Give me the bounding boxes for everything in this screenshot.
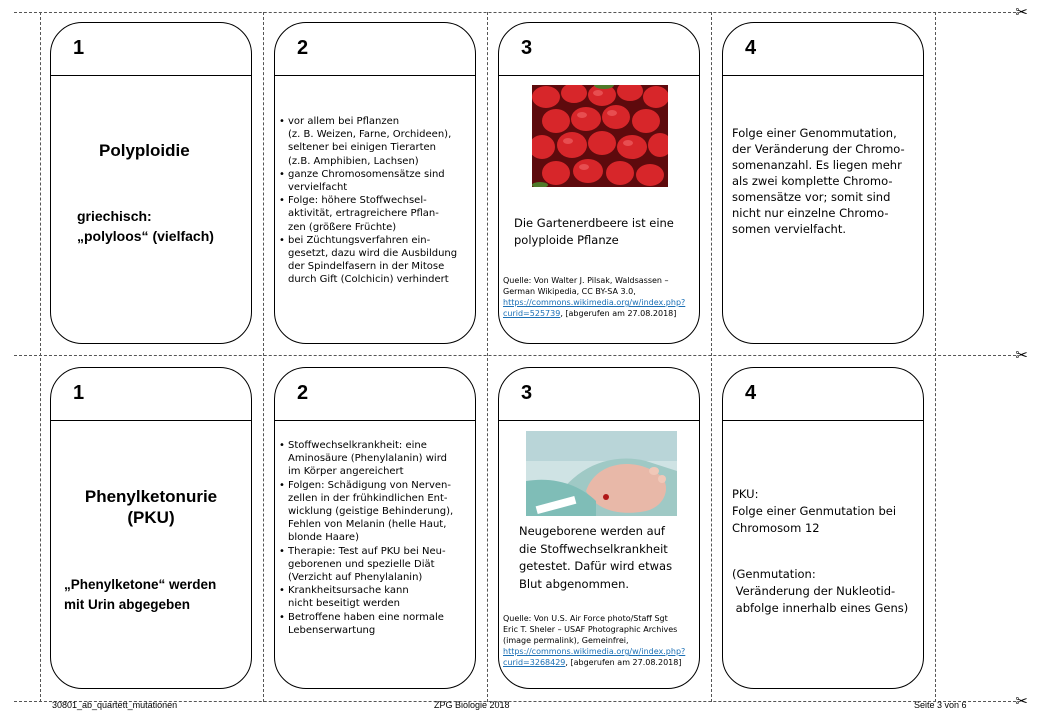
card-line: mit Urin abgegeben (64, 597, 191, 612)
source-link[interactable]: https://commons.wikimedia.org/w/index.php? curid=3268429 (503, 647, 686, 667)
newborn-heel-blood-test-photo (526, 431, 677, 516)
card-title: Polyploidie (99, 141, 190, 160)
image-source (503, 613, 685, 668)
card-polyploidie-2 (274, 22, 476, 344)
card-polyploidie-4 (722, 22, 924, 344)
card-line: griechisch: (77, 208, 152, 224)
card-number: 4 (745, 37, 757, 59)
scissors-icon: ✂ (1015, 3, 1028, 21)
scissors-icon: ✂ (1015, 692, 1028, 710)
card-text: Folge einer Genommutation, der Veränderung der Chromo- somenanzahl. Es liegen mehr als zwei komplette Chromo- somensätze vor; somit sind nicht nur einzelne Chromo- somen vervielfacht. (732, 126, 905, 236)
card-divider (499, 420, 699, 421)
image-caption: Die Gartenerdbeere ist eine polyploide Pflanze (514, 216, 674, 247)
footer-course: ZPG Biologie 2018 (434, 700, 510, 710)
bullet-item: • Krankheitsursache kann nicht beseitigt werden (279, 584, 453, 610)
card-number: 2 (297, 382, 309, 404)
bullet-list (279, 115, 457, 287)
cut-line-vertical (935, 12, 936, 702)
card-divider (275, 420, 475, 421)
card-divider (51, 420, 251, 421)
card-divider (723, 420, 923, 421)
cut-line-top (14, 12, 1016, 13)
card-divider (499, 75, 699, 76)
image-source (503, 275, 685, 319)
strawberries-photo (532, 85, 668, 187)
card-text: PKU: Folge einer Genmutation bei Chromosom 12 (732, 487, 897, 535)
card-pku-3 (498, 367, 700, 689)
card-pku-2 (274, 367, 476, 689)
cut-line-vertical (711, 12, 712, 702)
card-polyploidie-1 (50, 22, 252, 344)
bullet-item: • Betroffene haben eine normale Lebenserwartung (279, 611, 453, 637)
source-date: , [abgerufen am 27.08.2018] (565, 658, 682, 667)
bullet-list-container (275, 115, 475, 315)
bullet-item: • Folgen: Schädigung von Nerven- zellen in der frühkindlichen Ent- wicklung (geistige Behinderung), Fehlen von Melanin (helle Haut, blonde Haare) (279, 479, 453, 545)
bullet-item: • Stoffwechselkrankheit: eine Aminosäure (Phenylalanin) wird im Körper angereichert (279, 439, 453, 479)
cut-line-middle (14, 355, 1016, 356)
source-link[interactable]: https://commons.wikimedia.org/w/index.php? curid=525739 (503, 298, 686, 318)
card-number: 4 (745, 382, 757, 404)
card-divider (723, 75, 923, 76)
footer-page-number: Seite 3 von 6 (914, 700, 967, 710)
cut-line-vertical (487, 12, 488, 702)
bullet-item: • Folge: höhere Stoffwechsel- aktivität, ertragreichere Pflan- zen (größere Früchte) (279, 194, 457, 234)
bullet-item: • vor allem bei Pflanzen (z. B. Weizen, Farne, Orchideen), seltener bei einigen Tierarten (z.B. Amphibien, Lachsen) (279, 115, 457, 168)
source-text: Quelle: Von U.S. Air Force photo/Staff Sgt Eric T. Sheler – USAF Photographic Archives (image permalink), Gemeinfrei, (503, 614, 678, 645)
card-line: „polyloos“ (vielfach) (77, 228, 214, 244)
cut-line-vertical (263, 12, 264, 702)
bullet-item: • bei Züchtungsverfahren ein- gesetzt, dazu wird die Ausbildung der Spindelfasern in der Mitose durch Gift (Colchicin) verhindert (279, 234, 457, 287)
card-title: Phenylketonurie (PKU) (84, 487, 218, 527)
card-number: 1 (73, 382, 85, 404)
bullet-list-container (275, 439, 475, 669)
cut-line-vertical (40, 12, 41, 702)
bullet-list (279, 439, 453, 637)
card-divider (275, 75, 475, 76)
source-date: , [abgerufen am 27.08.2018] (560, 309, 677, 318)
card-number: 3 (521, 382, 533, 404)
footer-filename: 30801_ab_quartett_mutationen (52, 700, 178, 710)
source-text: Quelle: Von Walter J. Pilsak, Waldsassen – German Wikipedia, CC BY-SA 3.0, (503, 276, 669, 296)
bullet-item: • Therapie: Test auf PKU bei Neu- geborenen und spezielle Diät (Verzicht auf Phenylalanin) (279, 545, 453, 585)
image-caption: Neugeborene werden auf die Stoffwechselkrankheit getestet. Dafür wird etwas Blut abgenommen. (519, 524, 673, 591)
bullet-item: • ganze Chromosomensätze sind vervielfacht (279, 168, 457, 194)
card-divider (51, 75, 251, 76)
card-number: 3 (521, 37, 533, 59)
card-number: 2 (297, 37, 309, 59)
card-line: „Phenylketone“ werden (64, 577, 217, 592)
card-pku-1 (50, 367, 252, 689)
card-number: 1 (73, 37, 85, 59)
card-polyploidie-3 (498, 22, 700, 344)
card-pku-4 (722, 367, 924, 689)
scissors-icon: ✂ (1015, 346, 1028, 364)
card-text: (Genmutation: Veränderung der Nukleotid- abfolge innerhalb eines Gens) (732, 567, 909, 615)
